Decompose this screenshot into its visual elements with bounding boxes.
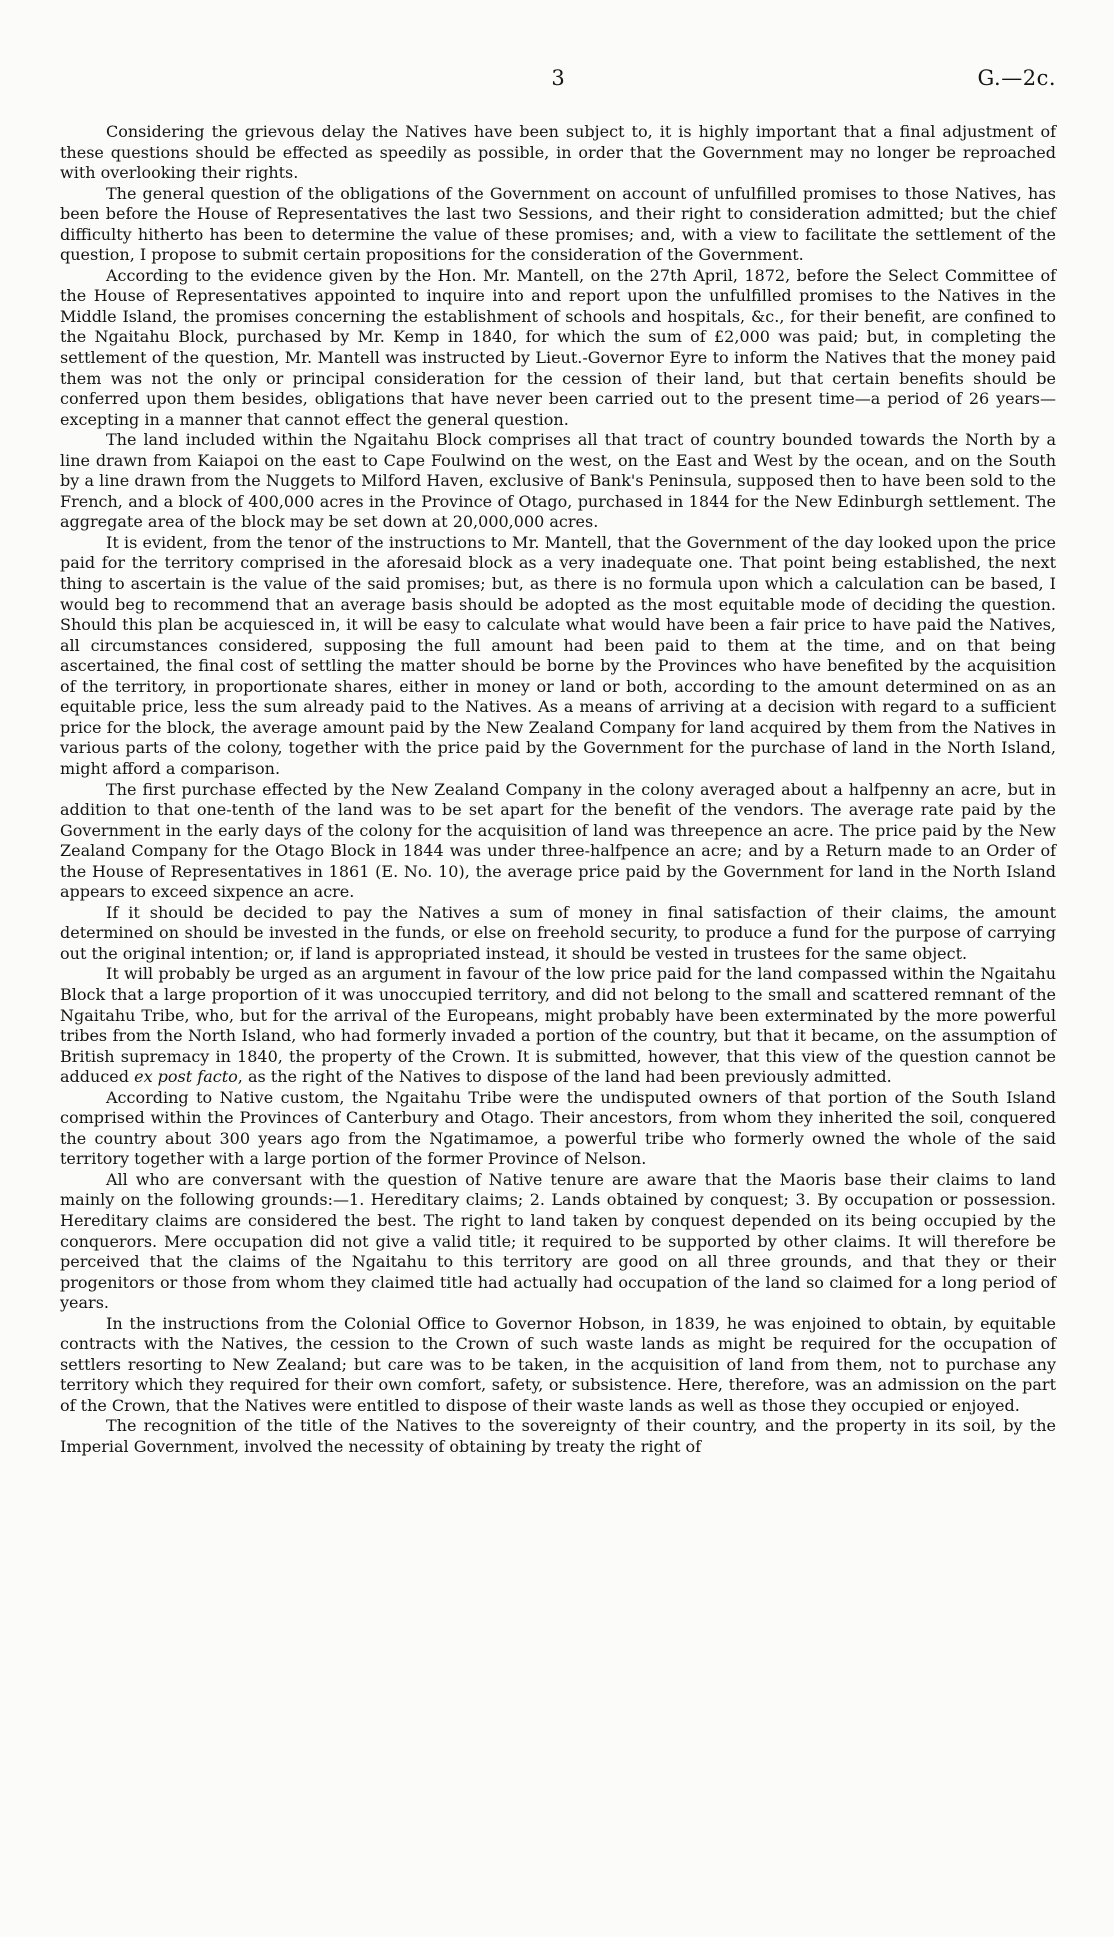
body-text [60,122,1056,1458]
paragraph: The recognition of the title of the Natives to the sovereignty of their country, and the property in its soil, by the Imperial Government, involved the necessity of obtaining by treaty the right of [60,1416,1056,1456]
paragraph: The first purchase effected by the New Zealand Company in the colony averaged about a halfpenny an acre, but in addition to that one-tenth of the land was to be set apart for the benefit of the vendors. The average rate paid by the Government in the early days of the colony for the acquisition of land was threepence an acre. The price paid by the New Zealand Company for the Otago Block in 1844 was under three-halfpence an acre; and by a Return made to an Order of the House of Representatives in 1861 (E. No. 10), the average price paid by the Government for land in the North Island appears to exceed sixpence an acre. [60,779,1056,902]
paragraph: If it should be decided to pay the Natives a sum of money in final satisfaction of their claims, the amount determined on should be invested in the funds, or else on freehold security, to produce a fund for the purpose of carrying out the original intention; or, if land is appropriated instead, it should be vested in trustees for the same object. [60,902,1056,963]
paragraph: According to the evidence given by the Hon. Mr. Mantell, on the 27th April, 1872, before the Select Committee of the House of Representatives appointed to inquire into and report upon the unfulfilled promises to the Natives in the Middle Island, the promises concerning the establishment of schools and hospitals, &c., for their benefit, are confined to the Ngaitahu Block, purchased by Mr. Kemp in 1840, for which the sum of £2,000 was paid; but, in completing the settlement of the question, Mr. Mantell was instructed by Lieut.-Governor Eyre to inform the Natives that the money paid them was not the only or principal consideration for the cession of their land, but that certain benefits should be conferred upon them besides, obligations that have never been carried out to the present time—a period of 26 years—excepting in a manner that cannot effect the general question. [60,265,1056,429]
paragraph: According to Native custom, the Ngaitahu Tribe were the undisputed owners of that portion of the South Island comprised within the Provinces of Canterbury and Otago. Their ancestors, from whom they inherited the soil, conquered the country about 300 years ago from the Ngatimamoe, a powerful tribe who formerly owned the whole of the said territory together with a large portion of the former Province of Nelson. [60,1087,1056,1169]
page-number: 3 [551,66,565,90]
page-header [60,66,1056,96]
paragraph-text-continued: , as the right of the Natives to dispose of the land had been previously admitted. [237,1067,892,1087]
document-reference: G.—2c. [977,66,1056,90]
paragraph: In the instructions from the Colonial Office to Governor Hobson, in 1839, he was enjoined to obtain, by equitable contracts with the Natives, the cession to the Crown of such waste lands as might be required for the occupation of settlers resorting to New Zealand; but care was to be taken, in the acquisition of land from them, not to purchase any territory which they required for their own comfort, safety, or subsistence. Here, therefore, was an admission on the part of the Crown, that the Natives were entitled to dispose of their waste lands as well as those they occupied or enjoyed. [60,1313,1056,1415]
paragraph-text: It will probably be urged as an argument in favour of the low price paid for the land compassed within the Ngaitahu Block that a large proportion of it was unoccupied territory, and did not belong to the small and scattered remnant of the Ngaitahu Tribe, who, but for the arrival of the Europeans, might probably have been exterminated by the more powerful tribes from the North Island, who had formerly invaded a portion of the country, but that it became, on the assumption of British supremacy in 1840, the property of the Crown. It is submitted, however, that this view of the question cannot be adduced [60,964,1056,1087]
latin-phrase: ex post facto [134,1067,238,1087]
paragraph: It is evident, from the tenor of the instructions to Mr. Mantell, that the Government of the day looked upon the price paid for the territory comprised in the aforesaid block as a very inadequate one. That point being established, the next thing to ascertain is the value of the said promises; but, as there is no formula upon which a calculation can be based, I would beg to recommend that an average basis should be adopted as the most equitable mode of deciding the question. Should this plan be acquiesced in, it will be easy to calculate what would have been a fair price to have paid the Natives, all circumstances considered, supposing the full amount had been paid to them at the time, and on that being ascertained, the final cost of settling the matter should be borne by the Provinces who have benefited by the acquisition of the territory, in proportionate shares, either in money or land or both, according to the amount determined on as an equitable price, less the sum already paid to the Natives. As a means of arriving at a decision with regard to a sufficient price for the block, the average amount paid by the New Zealand Company for land acquired by them from the Natives in various parts of the colony, together with the price paid by the Government for the purchase of land in the North Island, might afford a comparison. [60,532,1056,778]
paragraph: The land included within the Ngaitahu Block comprises all that tract of country bounded towards the North by a line drawn from Kaiapoi on the east to Cape Foulwind on the west, on the East and West by the ocean, and on the South by a line drawn from the Nuggets to Milford Haven, exclusive of Bank's Peninsula, supposed then to have been sold to the French, and a block of 400,000 acres in the Province of Otago, purchased in 1844 for the New Edinburgh settlement. The aggregate area of the block may be set down at 20,000,000 acres. [60,430,1056,532]
paragraph: The general question of the obligations of the Government on account of unfulfilled promises to those Natives, has been before the House of Representatives the last two Sessions, and their right to consideration admitted; but the chief difficulty hitherto has been to determine the value of these promises; and, with a view to facilitate the settlement of the question, I propose to submit certain propositions for the consideration of the Government. [60,183,1056,265]
paragraph [60,964,1056,1087]
paragraph: Considering the grievous delay the Natives have been subject to, it is highly important that a final adjustment of these questions should be effected as speedily as possible, in order that the Government may no longer be reproached with overlooking their rights. [60,122,1056,183]
paragraph: All who are conversant with the question of Native tenure are aware that the Maoris base their claims to land mainly on the following grounds:—1. Hereditary claims; 2. Lands obtained by conquest; 3. By occupation or possession. Hereditary claims are considered the best. The right to land taken by conquest depended on its being occupied by the conquerors. Mere occupation did not give a valid title; it required to be supported by other claims. It will therefore be perceived that the claims of the Ngaitahu to this territory are good on all three grounds, and that they or their progenitors or those from whom they claimed title had actually had occupation of the land so claimed for a long period of years. [60,1169,1056,1313]
